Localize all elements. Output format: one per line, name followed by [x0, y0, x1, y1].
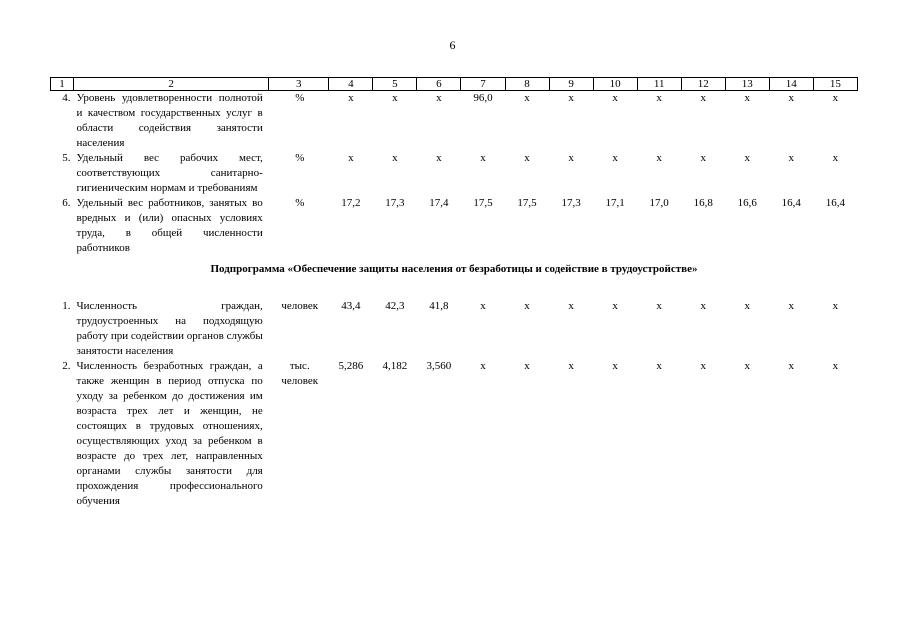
value-cell: х: [348, 152, 354, 164]
header-cell: 5: [373, 78, 417, 91]
header-cell: 12: [681, 78, 725, 91]
value-cell: х: [568, 360, 574, 372]
value-cell: х: [612, 360, 618, 372]
value-cell: х: [612, 152, 618, 164]
page-number: 6: [449, 38, 456, 52]
value-cell: х: [788, 360, 795, 372]
value-cell: 17,4: [429, 197, 449, 209]
indicators-table: [50, 77, 858, 509]
unit-cell: тыс. человек: [281, 360, 319, 387]
value-cell: х: [656, 92, 662, 104]
value-cell: х: [700, 360, 706, 372]
value-cell: 17,3: [561, 197, 581, 209]
row-number: 4.: [62, 92, 71, 104]
header-row: [51, 78, 858, 91]
value-cell: 16,4: [781, 197, 801, 209]
value-cell: 3,560: [426, 360, 452, 372]
value-cell: х: [832, 360, 839, 372]
value-cell: х: [700, 92, 706, 104]
value-cell: 17,5: [517, 197, 537, 209]
header-cell: 4: [329, 78, 373, 91]
row-number: 2.: [62, 360, 71, 372]
value-cell: х: [524, 152, 530, 164]
value-cell: х: [392, 152, 398, 164]
unit-cell: человек: [281, 300, 319, 312]
value-cell: х: [612, 300, 618, 312]
header-cell: 6: [417, 78, 461, 91]
value-cell: х: [612, 92, 618, 104]
header-cell: 1: [51, 78, 74, 91]
indicator-name: Удельный вес работников, занятых во вредных и (или) опасных условиях труда, в общей численности работников: [76, 197, 263, 254]
header-cell: 10: [593, 78, 637, 91]
value-cell: х: [832, 92, 839, 104]
table-row: [51, 91, 858, 152]
section-row: [51, 256, 858, 299]
indicator-name: Численность граждан, трудоустроенных на подходящую работу при содействии органов службы занятости населения: [76, 300, 263, 357]
header-cell: 3: [269, 78, 329, 91]
header-cell: 15: [813, 78, 857, 91]
value-cell: х: [744, 300, 750, 312]
table-row: [51, 196, 858, 256]
value-cell: 16,4: [825, 197, 846, 209]
value-cell: 16,8: [693, 197, 713, 209]
header-cell: 9: [549, 78, 593, 91]
value-cell: 5,286: [338, 360, 364, 372]
value-cell: х: [700, 152, 706, 164]
value-cell: х: [392, 92, 398, 104]
value-cell: 43,4: [341, 300, 361, 312]
value-cell: х: [832, 152, 839, 164]
value-cell: 17,1: [605, 197, 625, 209]
header-cell: 2: [74, 78, 269, 91]
row-number: 5.: [62, 152, 71, 164]
header-cell: 8: [505, 78, 549, 91]
value-cell: х: [568, 300, 574, 312]
value-cell: х: [744, 92, 750, 104]
value-cell: х: [744, 152, 750, 164]
value-cell: х: [788, 300, 795, 312]
table-row: [51, 299, 858, 359]
header-cell: 14: [769, 78, 813, 91]
value-cell: х: [436, 92, 442, 104]
indicator-name: Удельный вес рабочих мест, соответствующих санитарно-гигиеническим нормам и требованиям: [76, 152, 263, 194]
table-header: [51, 78, 858, 91]
value-cell: х: [480, 300, 486, 312]
unit-cell: %: [295, 197, 305, 209]
header-cell: 7: [461, 78, 505, 91]
value-cell: 17,3: [385, 197, 405, 209]
header-cell: 13: [725, 78, 769, 91]
value-cell: 17,5: [473, 197, 493, 209]
value-cell: 41,8: [429, 300, 449, 312]
value-cell: х: [744, 360, 750, 372]
section-title: Подпрограмма «Обеспечение защиты населения от безработицы и содействие в трудоустройстве»: [210, 263, 698, 275]
value-cell: х: [348, 92, 354, 104]
unit-cell: %: [295, 92, 305, 104]
header-cell: 11: [637, 78, 681, 91]
value-cell: 96,0: [473, 92, 493, 104]
table-row: [51, 359, 858, 509]
indicator-name: Численность безработных граждан, а также женщин в период отпуска по уходу за ребенком до достижения им возраста трех лет и женщин, не состоящих в трудовых отношениях, осуществляющих уход за ребенком в возрасте до трех лет, направленных органами службы занятости для прохождения профессионального обучения: [76, 360, 263, 507]
indicator-name: Уровень удовлетворенности полнотой и качеством государственных услуг в области содействия занятости населения: [76, 92, 263, 149]
value-cell: х: [656, 152, 662, 164]
value-cell: х: [480, 152, 486, 164]
value-cell: х: [480, 360, 486, 372]
value-cell: 16,6: [737, 197, 757, 209]
value-cell: х: [524, 360, 530, 372]
value-cell: х: [832, 300, 839, 312]
row-number: 6.: [62, 197, 71, 209]
table-row: [51, 151, 858, 196]
value-cell: 17,2: [341, 197, 361, 209]
value-cell: 42,3: [385, 300, 405, 312]
row-number: 1.: [62, 300, 71, 312]
unit-cell: %: [295, 152, 305, 164]
value-cell: х: [524, 92, 530, 104]
value-cell: х: [524, 300, 530, 312]
value-cell: х: [568, 92, 574, 104]
value-cell: х: [656, 300, 662, 312]
value-cell: х: [568, 152, 574, 164]
value-cell: х: [700, 300, 706, 312]
value-cell: х: [436, 152, 442, 164]
value-cell: х: [656, 360, 662, 372]
value-cell: 17,0: [649, 197, 669, 209]
value-cell: х: [788, 92, 795, 104]
value-cell: 4,182: [382, 360, 408, 372]
value-cell: х: [788, 152, 795, 164]
